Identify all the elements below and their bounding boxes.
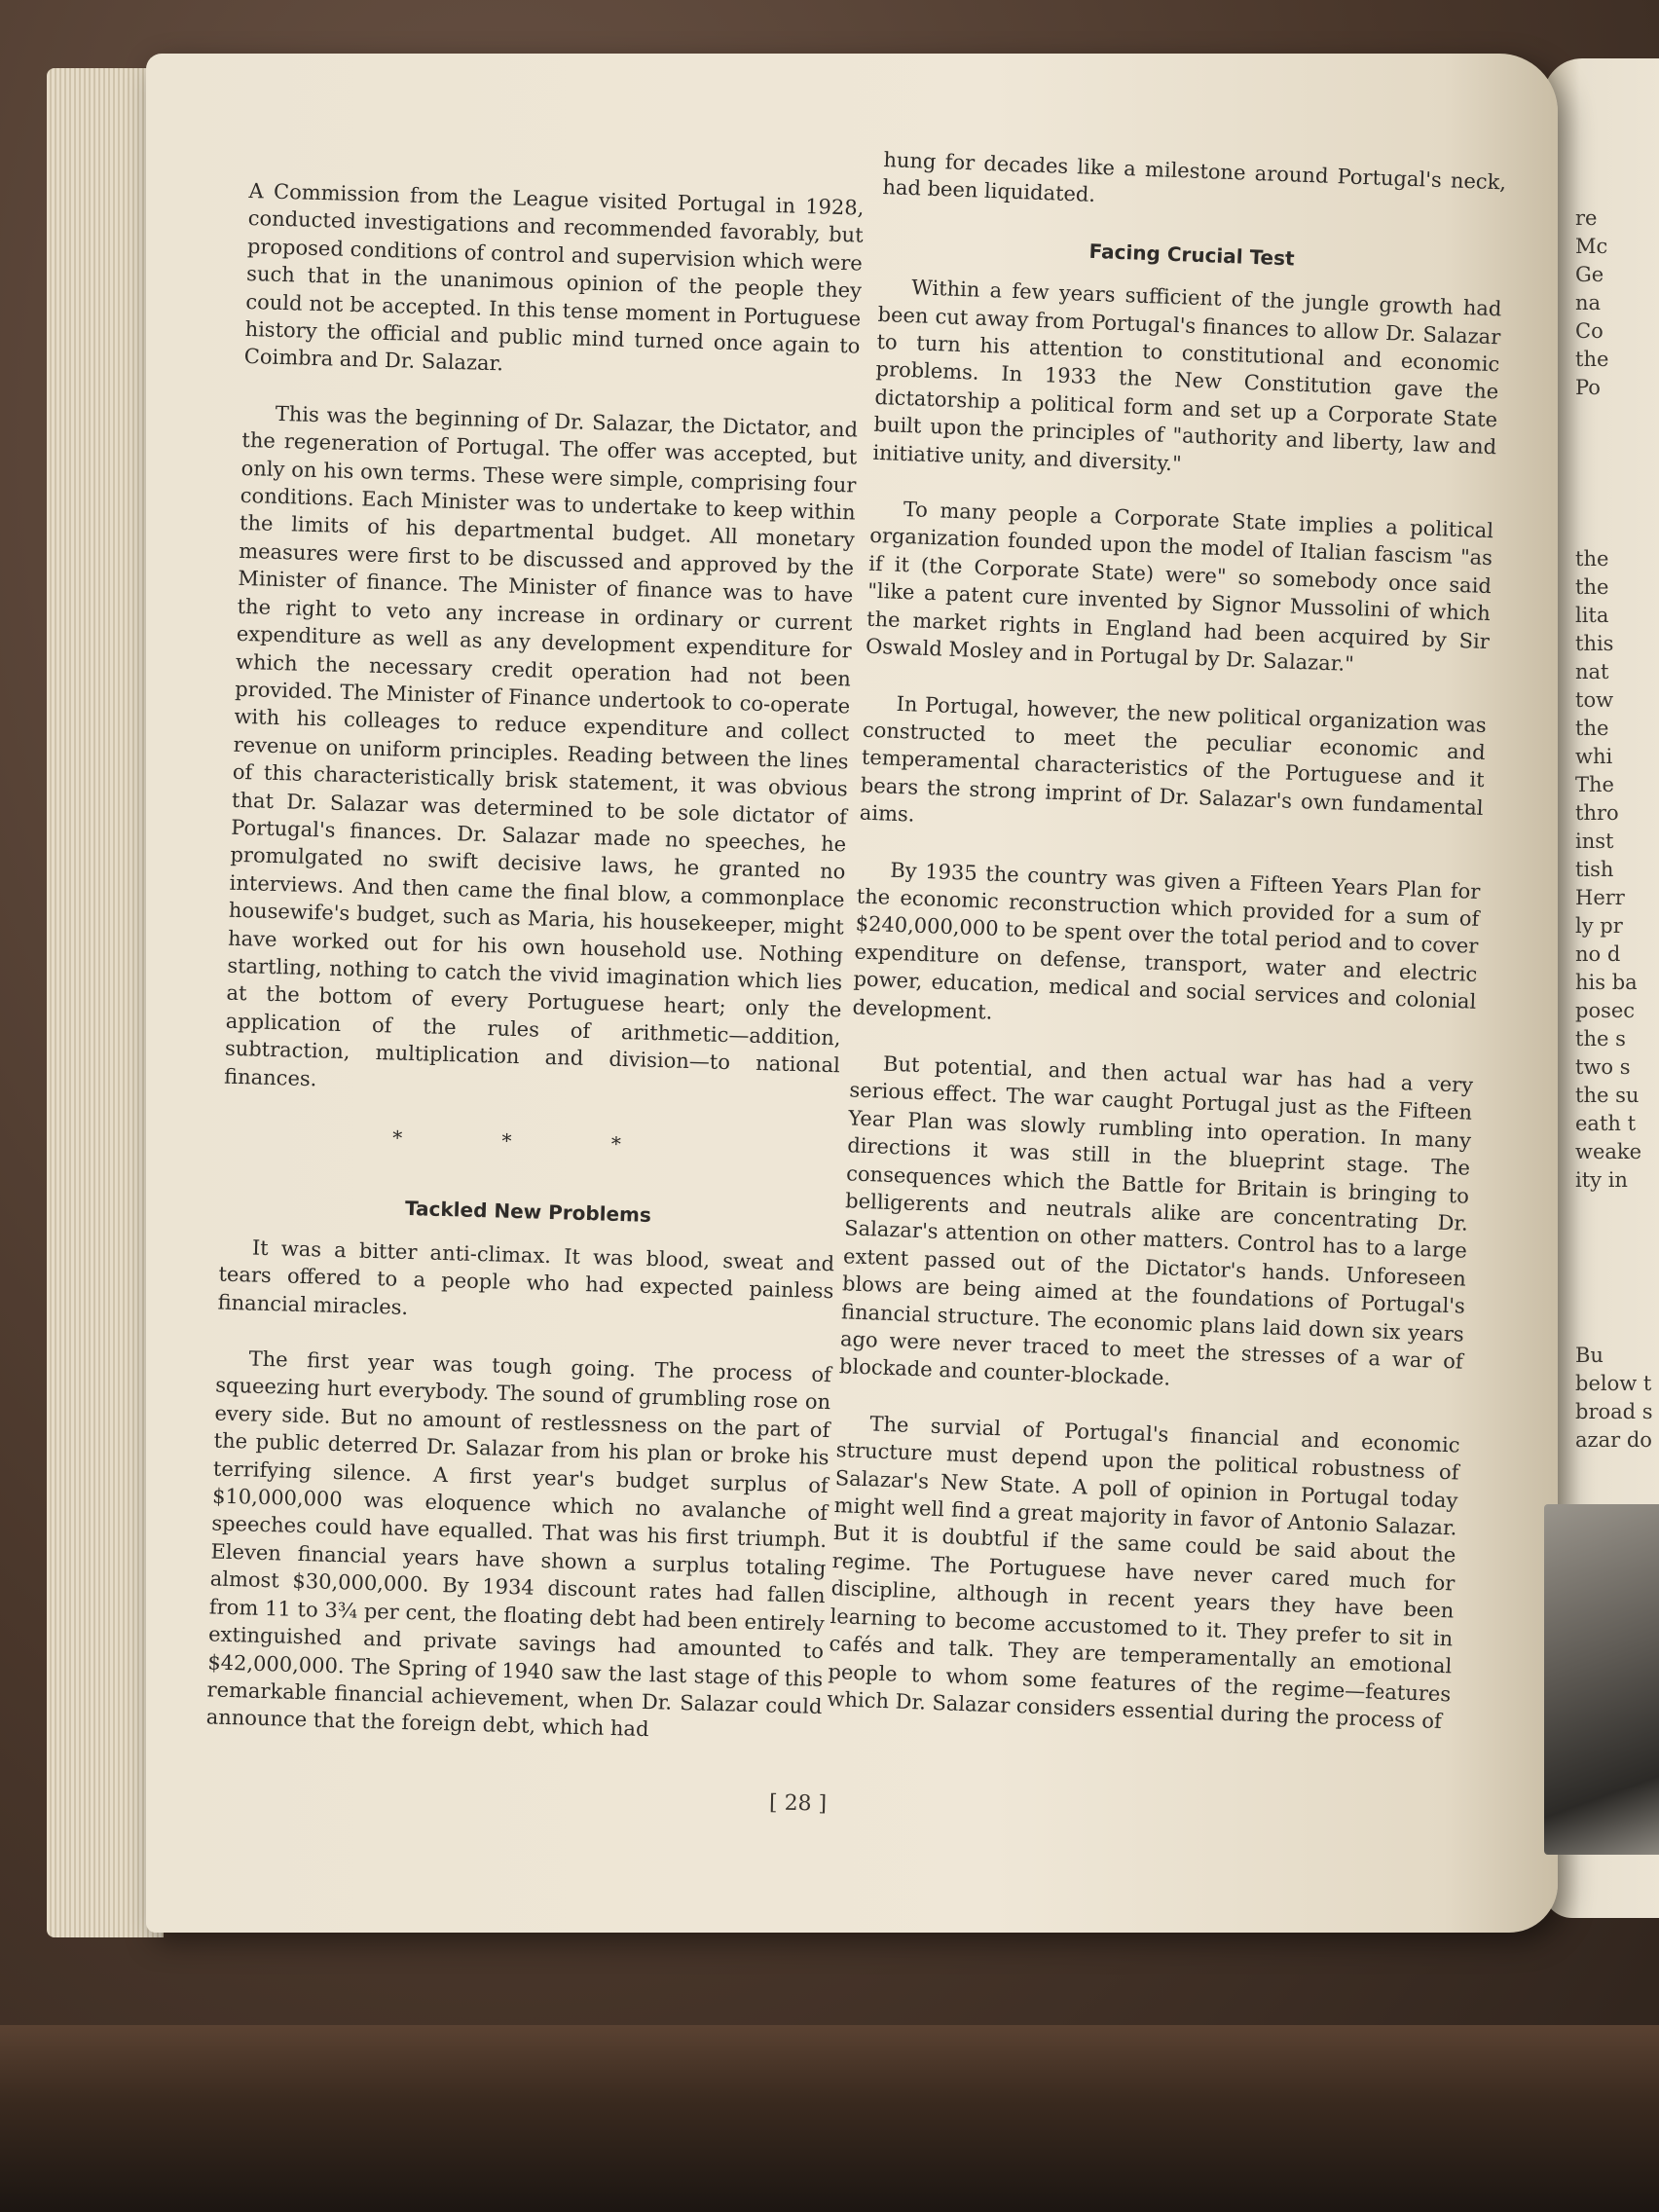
right-paragraph-2: Within a few years sufficient of the jungle growth had been cut away from Portugal's finances to allow Dr. Salazar to turn his attention to constitutional and economic problems. In 1933 the New Constitution gave the dictatorship a political form and set up a Corporate State built upon the principles of "authority and liberty, law and initiative unity, and diversity." — [872, 276, 1502, 476]
facing-page-fragment: the su — [1575, 1084, 1640, 1107]
facing-page-text-top — [1575, 204, 1659, 402]
left-paragraph-2: This was the beginning of Dr. Salazar, the Dictator, and the regeneration of Portugal. The offer was accepted, but only on his own terms. These were simple, comprising four conditions. Each Minister was to undertake to keep within the limits of his departmental budget. All monetary measures were first to be discussed and approved by the Minister of finance. The Minister of finance was to have the right to veto any increase in ordinary or current expenditure as well as any development expenditure for which the necessary credit operation had not been provided. The Minister of Finance undertook to co-operate with his colleages to reduce expenditure and collect revenue on uniform principles. Reading between the lines of this characteristically brisk statement, it was obvious that Dr. Salazar was determined to be sole dictator of Portugal's finances. Dr. Salazar made no speeches, he promulgated no swift decisive laws, he granted no interviews. And then came the final blow, a commonplace housewife's budget, such as Maria, his housekeeper, might have worked out for his own household use. Nothing startling, nothing to catch the vivid imagination which lies at the bottom of every Portuguese heart; only the application of the rules of arithmetic—addition, subtraction, multiplication and division—to national finances. — [223, 401, 859, 1090]
facing-page-fragment: below t — [1575, 1372, 1652, 1395]
facing-page-fragment: Herr — [1575, 886, 1625, 909]
right-paragraph-1: hung for decades like a milestone around Portugal's neck, had been liquidated. — [882, 147, 1507, 207]
facing-page-fragment: lita — [1575, 604, 1609, 627]
facing-page-fragment: azar do — [1575, 1428, 1652, 1452]
right-paragraph-3: To many people a Corporate State implies a political organization founded upon the model of Italian fascism "as if it (the Corporate State) were" so somebody once said "like a patent cure invented by Signor Mussolini of which the market rights in England had been acquired by Sir Oswald Mosley and in Portugal by Dr. Salazar." — [865, 498, 1494, 677]
facing-page-fragment: his ba — [1575, 971, 1638, 994]
facing-page-fragment: the — [1575, 348, 1609, 371]
right-paragraph-6: But potential, and then actual war has had a very serious effect. The war caught Portugal just as the Fifteen Year Plan was slowly rumbling into operation. In many directions it was still in the blueprint stage. The consequences which the Battle for Britain is bringing to belligerents and neutrals alike are concentrating Dr. Salazar's attention on other matters. Control has to a large extent passed out of the Dictator's hands. Unforeseen blows are being aimed at the foundations of Portugal's financial structure. The economic plans laid down six years ago were never traced to meet the stresses of a war of blockade and counter-blockade. — [838, 1051, 1474, 1391]
heading-tackled-new-problems: Tackled New Problems — [404, 1197, 652, 1228]
facing-page-fragment: this — [1575, 632, 1614, 655]
facing-page-fragment: Co — [1575, 319, 1604, 343]
facing-page-fragment: broad s — [1575, 1400, 1653, 1423]
facing-page-text-middle — [1575, 545, 1659, 1195]
section-separator: * * * — [391, 1125, 669, 1158]
facing-page-fragment: posec — [1575, 999, 1636, 1022]
left-paragraph-4: The first year was tough going. The process of squeezing hurt everybody. The sound of grumbling rose on every side. But no amount of restlessness on the part of the public deterred Dr. Salazar from his plan or broke his terrifying silence. A first year's budget surplus of $10,000,000 was eloquence which no avalanche of speeches could have equalled. That was his first triumph. Eleven financial years have shown a surplus totaling almost $30,000,000. By 1934 discount rates had fallen from 11 to 3¾ per cent, the floating debt had been entirely extinguished and private savings had amounted to $42,000,000. The Spring of 1940 saw the last stage of this remarkable financial achievement, when Dr. Salazar could announce that the foreign debt, which had — [205, 1346, 832, 1742]
left-column — [205, 177, 865, 1777]
facing-page-photo — [1544, 1504, 1659, 1855]
facing-page-fragment: the — [1575, 717, 1609, 740]
facing-page-fragment: the s — [1575, 1027, 1626, 1051]
facing-page-fragment: no d — [1575, 942, 1621, 966]
facing-page-fragment: two s — [1575, 1055, 1631, 1079]
desk-edge — [0, 2025, 1659, 2212]
facing-page-fragment: Mc — [1575, 235, 1608, 258]
facing-page-fragment: re — [1575, 206, 1598, 230]
facing-page-fragment: na — [1575, 291, 1602, 314]
facing-page-fragment: weake — [1575, 1140, 1642, 1163]
facing-page-fragment: inst — [1575, 830, 1614, 853]
right-paragraph-4: In Portugal, however, the new political organization was constructed to meet the peculiar economic and temperamental characteristics of the Portuguese and it bears the strong imprint of Dr. Salazar's own fundamental aims. — [859, 691, 1488, 827]
facing-page-fragment: Ge — [1575, 263, 1604, 286]
facing-page-fragment: ly pr — [1575, 914, 1623, 938]
facing-page-fragment: ity in — [1575, 1168, 1628, 1192]
facing-page-fragment: Bu — [1575, 1344, 1604, 1367]
facing-page-fragment: eath t — [1575, 1112, 1637, 1135]
facing-page-fragment: The — [1575, 773, 1614, 796]
facing-page-fragment: nat — [1575, 660, 1609, 683]
facing-page-fragment: thro — [1575, 801, 1619, 825]
facing-page-fragment: the — [1575, 547, 1609, 571]
facing-page-fragment: the — [1575, 575, 1609, 599]
facing-page-fragment: Po — [1575, 376, 1601, 399]
facing-page-text-bottom — [1575, 1342, 1659, 1455]
left-paragraph-1: A Commission from the League visited Portugal in 1928, conducted investigations and recommended favorably, but proposed conditions of control and supervision which were such that in the unanimous opinion of the people they could not be accepted. In this tense moment in Portuguese history the official and public mind turned once again to Coimbra and Dr. Salazar. — [243, 178, 865, 376]
right-paragraph-7: The survial of Portugal's financial and economic structure must depend upon the political robustness of Salazar's New State. A poll of opinion in Portugal today might well find a great majority in favor of Antonio Salazar. But it is doubtful if the same could be said about the regime. The Portuguese have never cared much for discipline, although in recent years they have been learning to become accustomed to it. They prefer to sit in cafés and talk. They are temperamentally an emotional people to whom some features of the regime—features which Dr. Salazar considers essential during the process of — [827, 1412, 1460, 1733]
page-number: [ 28 ] — [768, 1790, 828, 1817]
heading-facing-crucial-test: Facing Crucial Test — [1088, 239, 1296, 271]
facing-page-fragment: whi — [1575, 745, 1613, 768]
facing-page-fragment: tish — [1575, 858, 1614, 881]
left-paragraph-3: It was a bitter anti-climax. It was blood, sweat and tears offered to a people who had expected painless financial miracles. — [217, 1235, 835, 1319]
right-paragraph-5: By 1935 the country was given a Fifteen Years Plan for the economic reconstruction which provided for a sum of $240,000,000 to be spent over the total period and to cover expenditure on defense, transport, water and electric power, education, medical and social services and colonial development. — [852, 858, 1481, 1024]
right-column — [826, 146, 1507, 1764]
facing-page-fragment: tow — [1575, 688, 1614, 712]
